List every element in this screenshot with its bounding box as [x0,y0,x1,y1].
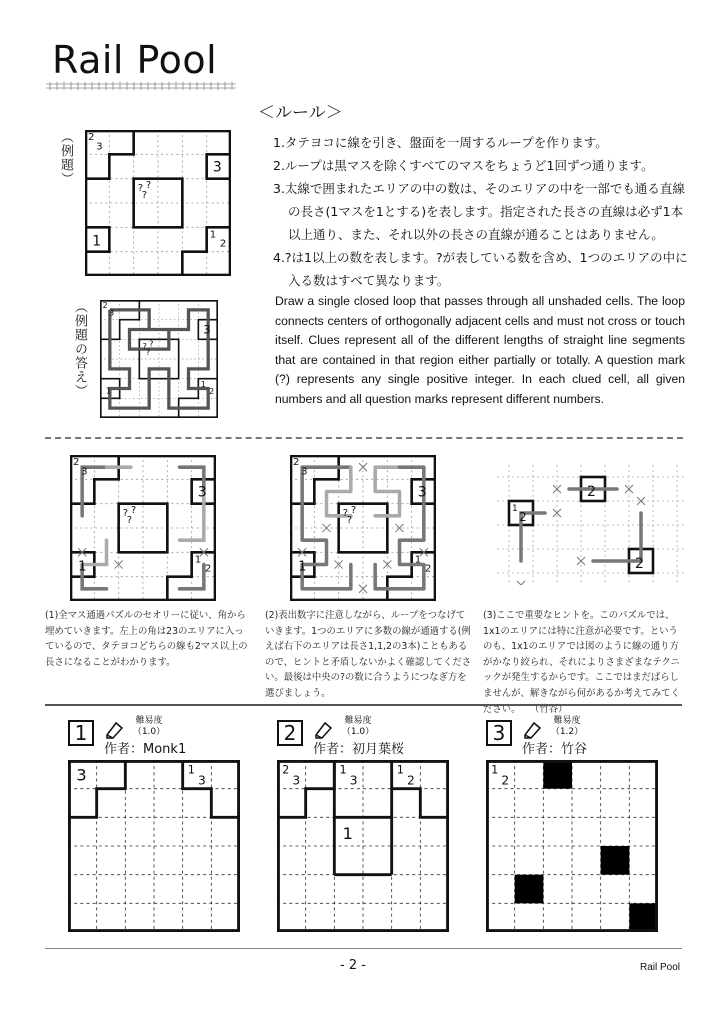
svg-text:?: ? [149,338,154,349]
svg-text:2: 2 [102,300,108,311]
svg-text:2: 2 [407,773,415,788]
rules-japanese [273,131,693,292]
footer-title: Rail Pool [640,962,681,973]
rule-3-line-3: 以上通り、また、それ以外の長さの直線が通ることはありません。 [288,227,664,242]
step-3-text: (3)ここで重要なヒントを。このパズルでは、1x1のエリアには特に注意が必要です。というのも、1x1のエリアでは図のように線の通り方がかなり絞られ、それによりさまざまなテクニックが発生するからです。ここではまだばらしませんが、解きながら何があるか考えてみてください。 （竹谷） [483,610,680,715]
svg-text:2: 2 [587,484,596,500]
svg-text:1: 1 [298,559,307,575]
puzzle-2-grid[interactable] [277,760,449,932]
svg-text:?: ? [350,504,357,516]
rules-english: Draw a single closed loop that passes through all unshaded cells. The loop connects centers of orthogonally adjacent cells and must not cross or touch itself. Clues represent all of the different lengths of straight line segments that are contained in that region either partially or totally. A question mark (?) represents any single positive integer. In each clued cell, all given numbers and all question marks represent different numbers. [275,294,685,406]
svg-text:?: ? [130,504,137,516]
svg-text:?: ? [142,341,147,352]
example-answer-grid [100,300,218,418]
svg-text:3: 3 [81,466,88,478]
svg-text:2: 2 [204,563,212,575]
difficulty-value: （1.2） [550,727,584,737]
svg-text:?: ? [122,507,129,519]
answer-label: （例題の答え） [72,300,87,398]
rule-2: 2.ループは黒マスを除くすべてのマスをちょうど1回ずつ通ります。 [273,158,654,173]
section-divider [45,704,682,706]
svg-text:1: 1 [187,763,195,777]
svg-text:3: 3 [212,159,222,176]
step-1-diagram [70,455,216,601]
svg-text:1: 1 [200,378,207,389]
difficulty-label: 難易度 [344,716,372,726]
svg-text:2: 2 [282,763,290,777]
svg-text:1: 1 [342,823,353,843]
svg-text:1: 1 [194,554,202,566]
rule-1: 1.タテヨコに線を引き、盤面を一周するループを作ります。 [273,135,608,150]
svg-text:1: 1 [512,504,518,514]
difficulty-value: （1.0） [132,727,166,737]
svg-text:3: 3 [109,307,115,318]
pencil-icon [522,720,542,740]
svg-text:1: 1 [339,763,347,777]
puzzle-number-badge: 1 [68,720,94,746]
svg-text:1: 1 [396,763,404,777]
puzzle-number-badge: 3 [486,720,512,746]
step-1-text: (1)全マス通過パズルのセオリーに従い、角から埋めていきます。左上の角は23のエリアに入っているので、タテヨコどちらの線も2マス以上の長さになることがわかります。 [45,610,248,668]
svg-text:1: 1 [209,229,217,241]
svg-text:2: 2 [208,386,215,397]
page-number: - 2 - [340,958,366,973]
svg-text:?: ? [141,189,148,201]
svg-text:2: 2 [88,132,95,144]
rail-track-decoration [46,82,236,90]
svg-text:2: 2 [219,238,227,250]
svg-text:2: 2 [424,563,432,575]
footer-divider [45,948,682,949]
svg-text:2: 2 [635,556,644,572]
svg-text:3: 3 [417,484,427,501]
svg-text:?: ? [137,182,144,194]
svg-text:3: 3 [349,773,358,788]
puzzle-number-badge: 2 [277,720,303,746]
page-title: Rail Pool [52,38,218,82]
step-2-text: (2)表出数字に注意しながら、ループをつなげていきます。1つのエリアに多数の線が通過する(例えば右下のエリアは長さ1,1,2の3本)こともあるので、ヒントと矛盾しないかよく確認してください。最後は中央の?の数に合うようにつなぎ方を選びましょう。 [265,610,472,699]
svg-text:?: ? [342,507,349,519]
rule-4-line-1: 4.?は1以上の数を表します。?が表している数を含め、1つのエリアの中に [273,250,688,265]
svg-text:1: 1 [414,554,422,566]
author: 作者：竹谷 [522,742,588,757]
svg-text:1: 1 [78,559,87,575]
example-puzzle-grid [85,130,231,276]
svg-text:2: 2 [519,510,527,524]
rule-3-line-1: 3.太線で囲まれたエリアの中の数は、そのエリアの中を一部でも通る直線 [273,181,685,196]
svg-text:3: 3 [76,765,87,785]
svg-text:1: 1 [105,385,111,396]
svg-text:2: 2 [501,773,510,788]
svg-text:?: ? [145,179,152,191]
svg-text:3: 3 [197,484,207,501]
rule-4-line-2: 入る数はすべて異なります。 [288,273,450,288]
svg-text:?: ? [346,514,353,526]
svg-text:2: 2 [293,457,300,469]
step-2-diagram [290,455,436,601]
difficulty-value: （1.0） [341,727,375,737]
rule-3-line-2: の長さ(1マスを1とする)を表します。指定された長さの直線は必ず1本 [288,204,684,219]
svg-text:3: 3 [198,773,206,788]
svg-text:2: 2 [73,457,80,469]
svg-text:1: 1 [92,233,102,250]
puzzle-3-grid[interactable] [486,760,658,932]
puzzle-2-header [277,716,477,760]
difficulty-label: 難易度 [135,716,163,726]
svg-text:1: 1 [491,763,499,777]
puzzle-3-header [486,716,686,760]
svg-text:3: 3 [301,466,308,478]
puzzle-1-grid[interactable] [68,760,240,932]
author: 作者：Monk1 [104,742,187,757]
svg-text:3: 3 [292,773,301,788]
svg-text:3: 3 [96,141,103,153]
pencil-icon [104,720,124,740]
dashed-divider [45,437,683,439]
example-label: （例題） [58,130,73,186]
rules-heading: ＜ルール＞ [258,103,343,123]
author: 作者：初月葉桜 [313,742,405,757]
svg-text:3: 3 [203,322,211,337]
pencil-icon [313,720,333,740]
svg-text:?: ? [145,346,151,357]
svg-text:?: ? [126,514,133,526]
step-3-diagram [497,465,687,585]
difficulty-label: 難易度 [553,716,581,726]
puzzle-1-header [68,716,268,760]
